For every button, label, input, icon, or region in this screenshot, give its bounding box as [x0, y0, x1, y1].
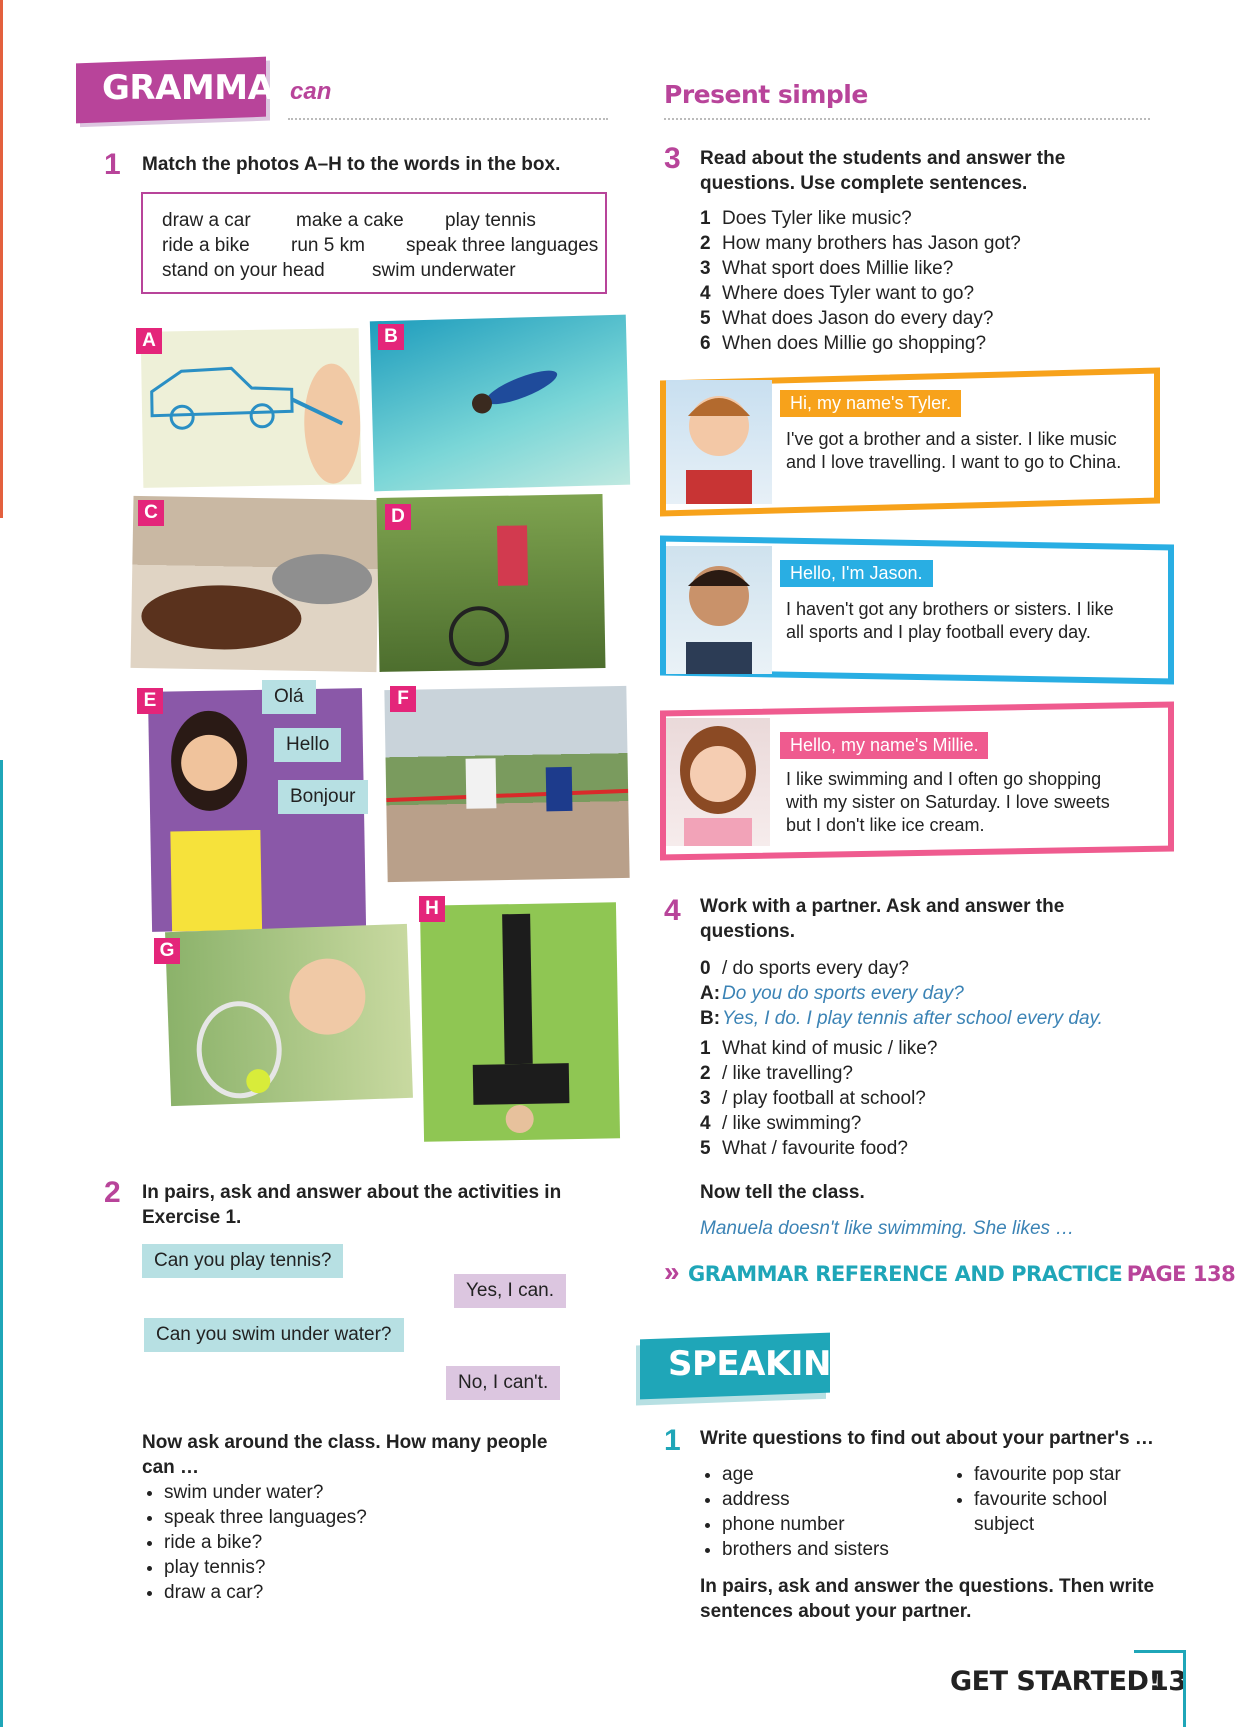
list-item: • ride a bike? [164, 1530, 367, 1555]
card-heading-tyler: Hi, my name's Tyler. [780, 390, 961, 417]
profile-card-tyler [660, 374, 1174, 520]
list-item: • favourite pop star [974, 1462, 1164, 1487]
ex3-number: 3 [664, 142, 681, 175]
list-item: 4 / like swimming? [700, 1113, 862, 1134]
list-item: • draw a car? [164, 1580, 367, 1605]
list-item: 1 Does Tyler like music? [700, 208, 912, 229]
list-item: • play tennis? [164, 1555, 367, 1580]
card-body-jason: I haven't got any brothers or sisters. I like all sports and I play football every day. [786, 599, 1114, 642]
word-box-item: ride a bike [162, 235, 250, 256]
word-box-item: stand on your head [162, 260, 325, 281]
speaking-number: 1 [664, 1424, 681, 1457]
photo-c-cake [131, 496, 380, 672]
photo-a-drawing [141, 328, 362, 488]
ex4-instruction: Work with a partner. Ask and answer the questions. [700, 896, 1065, 942]
grammar-banner-title: GRAMMAR [102, 68, 300, 108]
avatar-jason [666, 546, 772, 674]
speaking-list-col1 [700, 1462, 889, 1562]
ex3-question-list [700, 206, 1021, 356]
ex4-now-tell: Now tell the class. [700, 1182, 865, 1203]
list-item: 2 / like travelling? [700, 1063, 853, 1084]
ex1-instruction: Match the photos A–H to the words in the box. [142, 154, 561, 175]
photo-label-h: H [419, 896, 445, 922]
ex4-example [700, 956, 1160, 1031]
grammar-reference-text: GRAMMAR REFERENCE AND PRACTICE [688, 1262, 1123, 1286]
list-item: • age [722, 1462, 889, 1487]
list-item: • phone number [722, 1512, 889, 1537]
speaking-list-col2 [952, 1462, 1164, 1537]
footer-bracket [1134, 1650, 1186, 1727]
avatar-millie [666, 718, 770, 846]
ex2-bullet-list [142, 1480, 367, 1605]
profile-card-jason [660, 540, 1174, 690]
photo-label-g: G [154, 938, 180, 964]
car-drawing-icon [141, 328, 362, 488]
grammar-reference-page: PAGE 138 [1126, 1262, 1236, 1286]
profile-card-millie [660, 706, 1174, 866]
ex4-example-b: B: Yes, I do. I play tennis after school every day. [700, 1008, 1103, 1029]
dialogue-a2: No, I can't. [446, 1366, 560, 1400]
left-edge-strip [0, 0, 3, 1727]
speech-bubble-bonjour: Bonjour [278, 780, 368, 814]
list-item: 1 What kind of music / like? [700, 1038, 938, 1059]
photo-label-c: C [138, 500, 164, 526]
photo-f-running [384, 686, 629, 882]
ex4-example-prompt: 0 / do sports every day? [700, 958, 909, 979]
word-box-item: draw a car [162, 210, 251, 231]
ex1-number: 1 [104, 148, 121, 181]
photo-label-f: F [390, 686, 416, 712]
page-number: 13 [1150, 1666, 1187, 1697]
card-heading-millie: Hello, my name's Millie. [780, 732, 988, 759]
photo-label-e: E [137, 688, 163, 714]
ex4-question-list [700, 1036, 937, 1161]
ex4-example-a: A: Do you do sports every day? [700, 983, 964, 1004]
avatar-tyler [666, 380, 772, 504]
card-heading-jason: Hello, I'm Jason. [780, 560, 933, 587]
list-item: 5 What / favourite food? [700, 1138, 908, 1159]
ex4-number: 4 [664, 894, 681, 927]
grammar-rule [288, 118, 608, 120]
list-item: 6 When does Millie go shopping? [700, 333, 987, 354]
footer-title: GET STARTED! [950, 1666, 1161, 1697]
photo-h-headstand [420, 902, 620, 1141]
photo-label-b: B [378, 324, 404, 350]
dialogue-a1: Yes, I can. [454, 1274, 566, 1308]
list-item: 3 / play football at school? [700, 1088, 926, 1109]
word-box-item: run 5 km [291, 235, 365, 256]
photo-label-d: D [385, 504, 411, 530]
list-item: • brothers and sisters [722, 1537, 889, 1562]
speaking-banner-title: SPEAKING [668, 1344, 859, 1384]
word-box-item: speak three languages [406, 235, 599, 256]
speech-bubble-ola: Olá [262, 680, 316, 714]
list-item: • swim under water? [164, 1480, 367, 1505]
grammar-subtitle: can [290, 78, 332, 105]
list-item: 2 How many brothers has Jason got? [700, 233, 1021, 254]
speaking-final-instruction: In pairs, ask and answer the questions. Then write sentences about your partner. [700, 1576, 1155, 1622]
photo-g-tennis [165, 924, 413, 1106]
dialogue-q2: Can you swim under water? [144, 1318, 404, 1352]
list-item: • address [722, 1487, 889, 1512]
list-item: 5 What does Jason do every day? [700, 308, 994, 329]
list-item: 4 Where does Tyler want to go? [700, 283, 975, 304]
list-item: • favourite school subject [974, 1487, 1164, 1537]
present-simple-heading: Present simple [664, 80, 868, 109]
word-box [141, 192, 607, 294]
speech-bubble-hello: Hello [274, 728, 341, 762]
photo-label-a: A [136, 328, 162, 354]
photo-b-swimmer [370, 315, 630, 492]
ex2-number: 2 [104, 1176, 121, 1209]
grammar-reference-link[interactable] [664, 1256, 1235, 1288]
ex3-instruction: Read about the students and answer the questions. Use complete sentences. [700, 148, 1066, 194]
list-item: • speak three languages? [164, 1505, 367, 1530]
word-box-item: make a cake [296, 210, 404, 231]
card-body-tyler: I've got a brother and a sister. I like music and I love travelling. I want to go to China. [786, 429, 1122, 472]
ex2-instruction: In pairs, ask and answer about the activities in Exercise 1. [142, 1182, 562, 1228]
chevron-right-icon: » [664, 1256, 670, 1287]
dialogue-q1: Can you play tennis? [142, 1244, 343, 1278]
present-simple-rule [664, 118, 1150, 120]
word-box-item: swim underwater [372, 260, 516, 281]
list-item: 3 What sport does Millie like? [700, 258, 954, 279]
card-body-millie: I like swimming and I often go shopping with my sister on Saturday. I love sweets but I don't like ice cream. [786, 769, 1110, 835]
word-box-item: play tennis [445, 210, 536, 231]
speaking-instruction: Write questions to find out about your partner's … [700, 1428, 1154, 1449]
ex2-now-ask: Now ask around the class. How many people can … [142, 1432, 548, 1478]
ex4-example-tell: Manuela doesn't like swimming. She likes … [700, 1218, 1075, 1239]
